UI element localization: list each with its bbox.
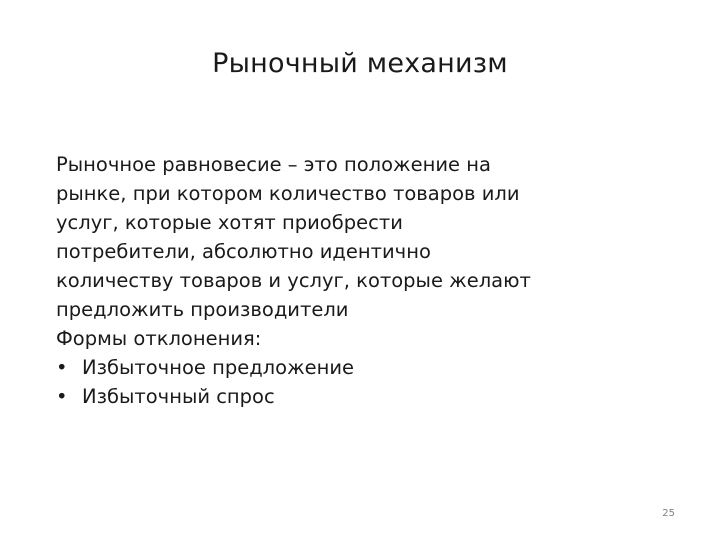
bullet-text: Избыточное предложение (82, 356, 355, 379)
paragraph-line: потребители, абсолютно идентично (56, 240, 431, 263)
bullet-item (56, 353, 576, 382)
slide-body (56, 150, 576, 411)
slide-title: Рыночный механизм (212, 48, 508, 79)
paragraph-line: услуг, которые хотят приобрести (56, 211, 403, 234)
page-number: 25 (662, 508, 675, 519)
paragraph-line: количеству товаров и услуг, которые желают (56, 269, 531, 292)
paragraph-line: Рыночное равновесие – это положение на (56, 153, 491, 176)
bullet-icon: • (56, 385, 68, 408)
paragraph-line: рынке, при котором количество товаров или (56, 182, 520, 205)
forms-heading: Формы отклонения: (56, 327, 262, 350)
paragraph-line: предложить производители (56, 298, 349, 321)
bullet-text: Избыточный спрос (82, 385, 275, 408)
bullet-icon: • (56, 356, 68, 379)
bullet-item (56, 382, 576, 411)
